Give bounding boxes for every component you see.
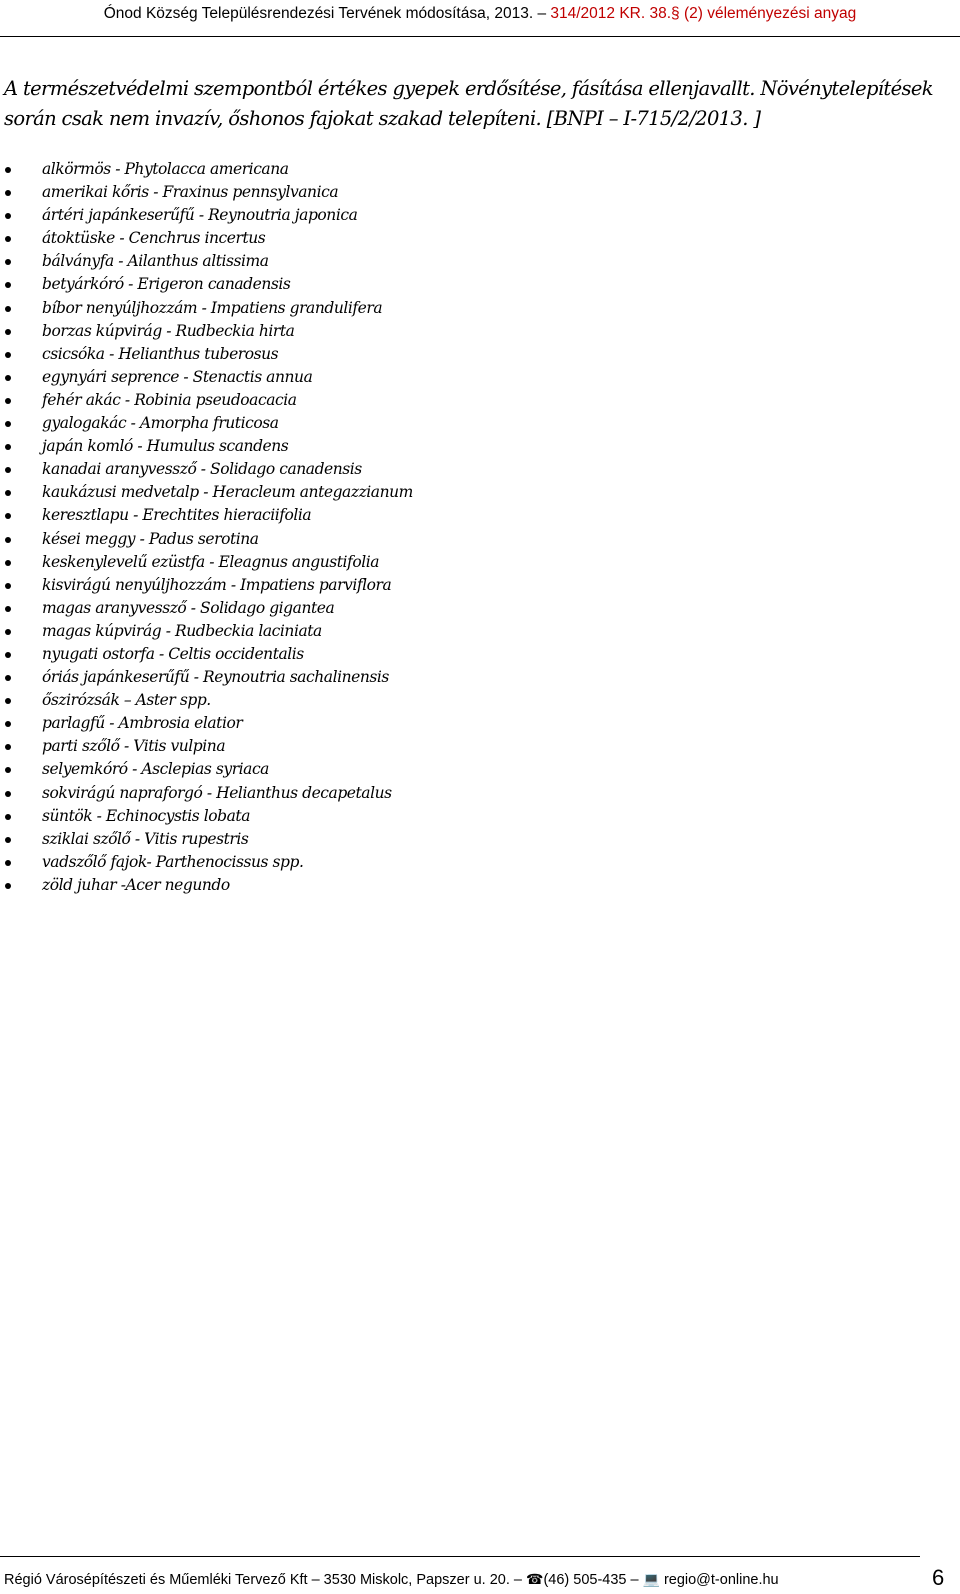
computer-icon: 💻 [642,1571,664,1587]
species-name: kaukázusi medvetalp - Heracleum antegazzianum [42,483,413,502]
species-name: ártéri japánkeserűfű - Reynoutria japonica [42,206,358,225]
species-name: parlagfű - Ambrosia elatior [42,714,243,733]
bullet-icon [5,213,11,219]
page-footer [4,1570,779,1589]
species-name: nyugati ostorfa - Celtis occidentalis [42,644,304,663]
species-list-item [0,366,413,389]
page-header [0,4,960,24]
phone-icon: ☎ [526,1571,544,1587]
species-name: csicsóka - Helianthus tuberosus [42,344,279,363]
species-name: selyemkóró - Asclepias syriaca [42,760,269,779]
species-list-item [0,597,413,620]
species-list-item [0,435,413,458]
header-divider [0,36,960,37]
bullet-icon [5,259,11,265]
species-name: egynyári seprence - Stenactis annua [42,367,313,386]
species-list-item [0,250,413,273]
bullet-icon [5,236,11,242]
footer-email[interactable]: regio@t-online.hu [663,1572,779,1588]
species-name: betyárkóró - Erigeron canadensis [42,275,291,294]
species-list-item [0,782,413,805]
species-list-item [0,204,413,227]
species-list-item [0,551,413,574]
species-list-item [0,481,413,504]
species-list-item [0,227,413,250]
species-list-item [0,504,413,527]
species-list-item [0,805,413,828]
species-list-item [0,273,413,296]
bullet-icon [5,767,11,773]
species-list-item [0,389,413,412]
species-name: bálványfa - Ailanthus altissima [42,252,269,271]
species-name: japán komló - Humulus scandens [42,437,289,456]
species-name: átoktüske - Cenchrus incertus [42,229,266,248]
bullet-icon [5,814,11,820]
species-name: keresztlapu - Erechtites hieraciifolia [42,506,312,525]
bullet-icon [5,306,11,312]
bullet-icon [5,167,11,173]
bullet-icon [5,698,11,704]
bullet-icon [5,375,11,381]
bullet-icon [5,606,11,612]
species-list-item [0,297,413,320]
species-list-item [0,643,413,666]
species-list-item [0,620,413,643]
bullet-icon [5,467,11,473]
species-list-item [0,689,413,712]
species-name: kései meggy - Padus serotina [42,529,259,548]
species-list-item [0,343,413,366]
species-name: gyalogakác - Amorpha fruticosa [42,414,279,433]
species-list-item [0,758,413,781]
species-list-item [0,181,413,204]
species-name: vadszőlő fajok- Parthenocissus spp. [42,852,304,871]
header-title: Ónod Község Településrendezési Tervének módosítása, 2013. – [103,5,551,22]
footer-divider [0,1556,920,1557]
species-list-item [0,874,413,897]
species-list-item [0,528,413,551]
bullet-icon [5,444,11,450]
bullet-icon [5,537,11,543]
bullet-icon [5,560,11,566]
species-name: bíbor nenyúljhozzám - Impatiens grandulifera [42,298,383,317]
species-name: sokvirágú napraforgó - Helianthus decapetalus [42,783,392,802]
bullet-icon [5,282,11,288]
species-list-item [0,574,413,597]
species-list-item [0,666,413,689]
species-list-item [0,735,413,758]
species-name: kanadai aranyvessző - Solidago canadensis [42,460,362,479]
header-title-highlight: 314/2012 KR. 38.§ (2) véleményezési anyag [550,5,857,22]
bullet-icon [5,513,11,519]
species-list-item [0,412,413,435]
species-name: keskenylevelű ezüstfa - Eleagnus angustifolia [42,552,380,571]
species-name: zöld juhar -Acer negundo [42,875,230,894]
intro-paragraph: A természetvédelmi szempontból értékes gyepek erdősítése, fásítása ellenjavallt. Növénytelepítések során csak nem invazív, őshonos fajokat szakad telepíteni. [BNPI – I-715/2/2013. ] [4,77,933,130]
bullet-icon [5,883,11,889]
species-name: sziklai szőlő - Vitis rupestris [42,829,249,848]
species-list-item [0,828,413,851]
bullet-icon [5,490,11,496]
species-name: óriás japánkeserűfű - Reynoutria sachalinensis [42,668,389,687]
species-name: parti szőlő - Vitis vulpina [42,737,226,756]
footer-company: Régió Városépítészeti és Műemléki Tervező Kft – 3530 Miskolc, Papszer u. 20. – [4,1572,526,1588]
species-list-item [0,320,413,343]
species-list-item [0,712,413,735]
bullet-icon [5,652,11,658]
page-number: 6 [932,1565,945,1590]
bullet-icon [5,744,11,750]
bullet-icon [5,190,11,196]
bullet-icon [5,583,11,589]
bullet-icon [5,398,11,404]
species-name: süntök - Echinocystis lobata [42,806,250,825]
footer-phone: (46) 505-435 – [543,1572,643,1588]
species-list-item [0,458,413,481]
species-name: alkörmös - Phytolacca americana [42,160,289,178]
species-list-item [0,851,413,874]
bullet-icon [5,860,11,866]
species-name: magas aranyvessző - Solidago gigantea [42,598,335,617]
bullet-icon [5,421,11,427]
species-name: fehér akác - Robinia pseudoacacia [42,390,297,409]
invasive-species-list [0,158,413,897]
species-list-item [0,158,413,181]
species-name: őszirózsák – Aster spp. [42,691,211,710]
bullet-icon [5,329,11,335]
bullet-icon [5,721,11,727]
species-name: kisvirágú nenyúljhozzám - Impatiens parviflora [42,575,392,594]
bullet-icon [5,675,11,681]
species-name: amerikai kőris - Fraxinus pennsylvanica [42,183,339,202]
bullet-icon [5,791,11,797]
species-name: borzas kúpvirág - Rudbeckia hirta [42,321,295,340]
bullet-icon [5,837,11,843]
bullet-icon [5,629,11,635]
bullet-icon [5,352,11,358]
species-name: magas kúpvirág - Rudbeckia laciniata [42,621,322,640]
